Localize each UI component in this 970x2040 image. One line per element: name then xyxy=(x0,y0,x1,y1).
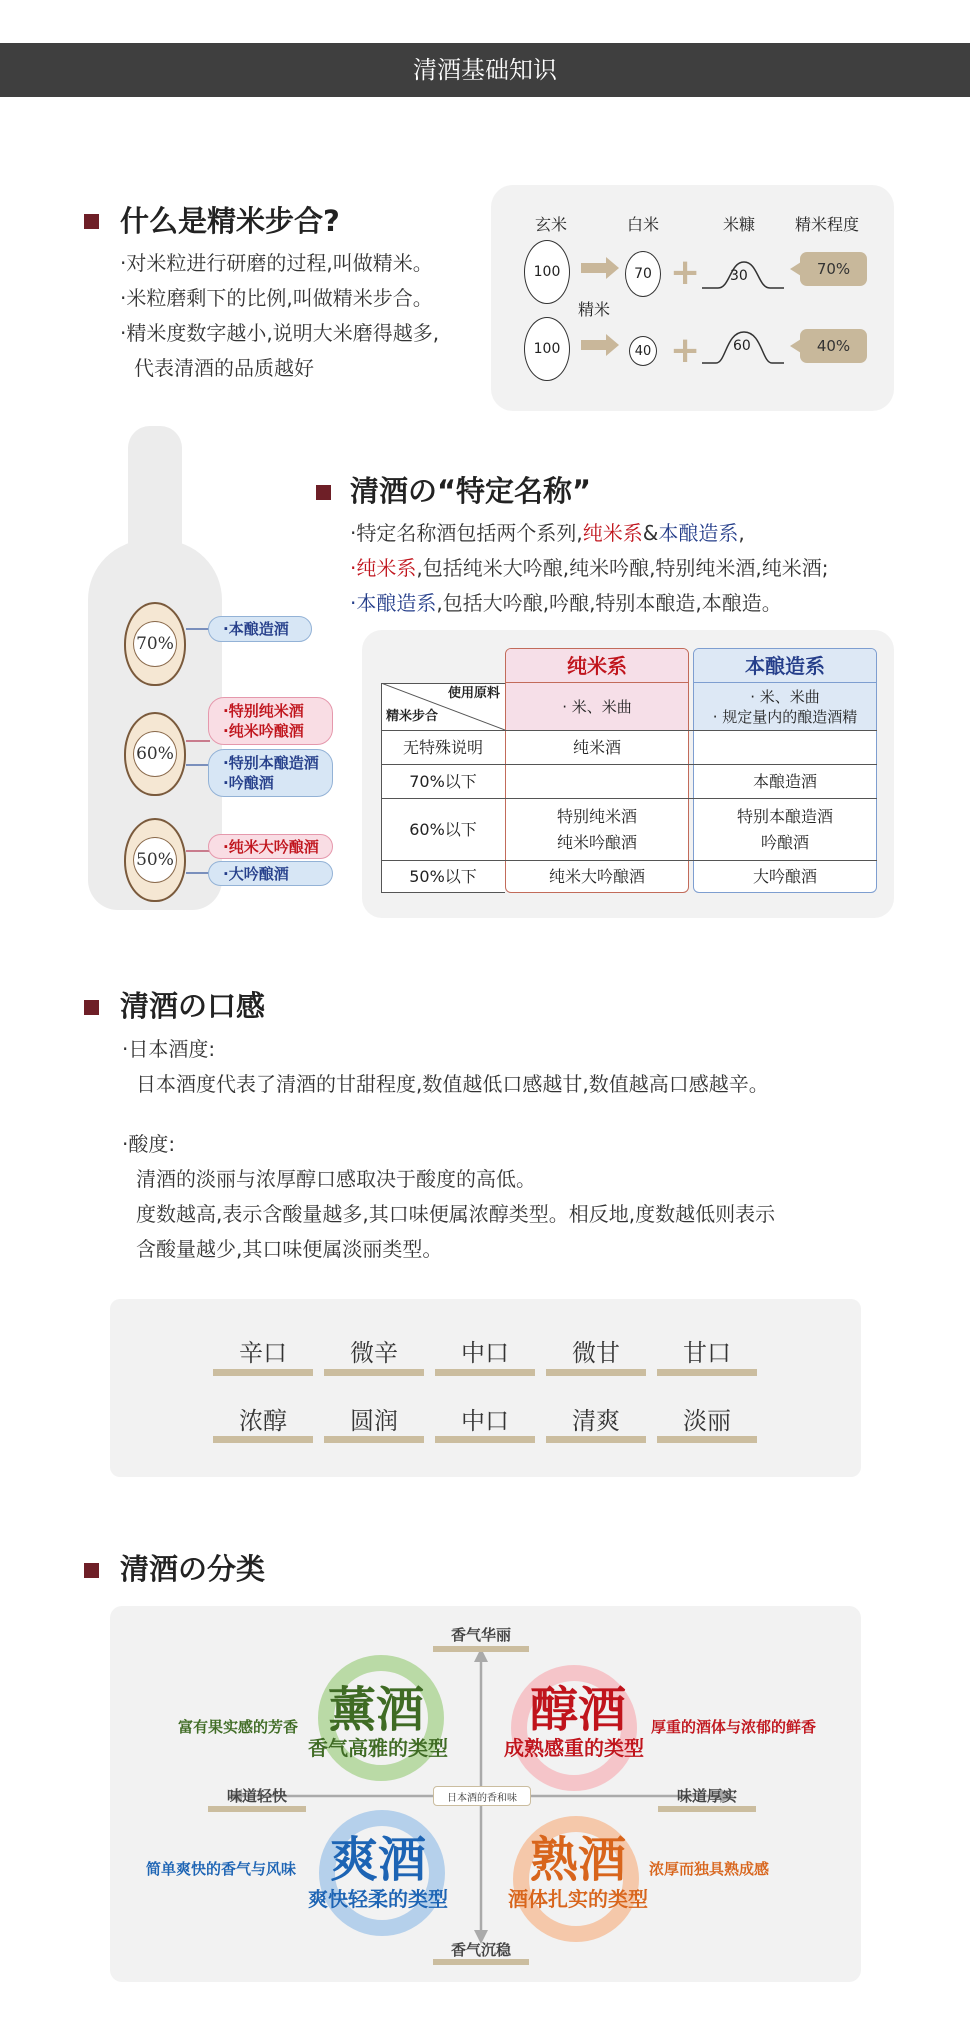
scale-sweet-item: 微辛 xyxy=(350,1339,398,1367)
axis-label-left: 味道轻快 xyxy=(226,1787,287,1805)
axis-bar xyxy=(433,1646,529,1652)
scale-body-item: 淡丽 xyxy=(683,1407,731,1435)
scale-sweet-item: 中口 xyxy=(461,1339,509,1367)
acidity-heading: ·酸度: xyxy=(122,1132,176,1156)
designation-line-3: ·本酿造系,包括大吟酿,吟酿,特别本酿造,本酿造。 xyxy=(350,591,782,615)
taste-scale-panel xyxy=(110,1299,861,1477)
scale-sweet-item: 甘口 xyxy=(683,1339,731,1367)
acidity-line: 度数越高,表示含酸量越多,其口味便属浓醇类型。相反地,度数越低则表示 xyxy=(136,1202,776,1226)
desc-jukushu: 浓厚而独具熟成感 xyxy=(649,1860,770,1878)
tag-junmai-50: ·纯米大吟酿酒 xyxy=(208,834,333,859)
connector xyxy=(186,740,210,742)
acidity-line: 清酒的淡丽与浓厚醇口感取决于酸度的高低。 xyxy=(136,1167,536,1191)
rice-grain-50: 50% xyxy=(124,818,186,902)
bran-value: 30 xyxy=(730,268,748,284)
tag-honjozo-60: ·特别本酿造酒 ·吟酿酒 xyxy=(208,749,333,797)
desc-kunshu: 富有果实感的芳香 xyxy=(178,1718,299,1736)
section-title-classification: 清酒の分类 xyxy=(120,1552,266,1586)
name-jukushu: 熟酒 xyxy=(530,1832,627,1888)
arrow-icon xyxy=(581,340,607,350)
table-cell: 特别本酿造酒 吟酿酒 xyxy=(736,806,833,852)
designation-line-2: ·纯米系,包括纯米大吟酿,纯米吟酿,特别纯米酒,纯米酒; xyxy=(350,556,829,580)
axis-bar xyxy=(658,1806,756,1812)
table-cell: 纯米大吟酿酒 xyxy=(548,867,645,886)
name-kunshu: 薰酒 xyxy=(328,1682,425,1738)
scale-bar xyxy=(324,1369,424,1376)
desc-junshu: 厚重的酒体与浓郁的鲜香 xyxy=(651,1718,817,1736)
scale-body-item: 中口 xyxy=(461,1407,509,1435)
plus-icon: + xyxy=(670,330,701,371)
corner-bottom-label: 精米步合 xyxy=(386,709,439,724)
degree-tag: 70% xyxy=(800,252,867,286)
section-bullet xyxy=(84,214,99,229)
acidity-line: 含酸量越少,其口味便属淡丽类型。 xyxy=(136,1237,443,1261)
material-honjozo: · 米、米曲 · 规定量内的酿造酒精 xyxy=(712,688,858,726)
arrow-icon xyxy=(581,263,607,273)
scale-bar xyxy=(435,1369,535,1376)
scale-bar xyxy=(213,1436,313,1443)
tag-honjozo: ·本酿造酒 xyxy=(208,616,312,642)
scale-sweet-item: 微甘 xyxy=(572,1339,620,1367)
connector xyxy=(186,872,210,874)
white-rice-grain: 70 xyxy=(625,251,661,297)
connector xyxy=(186,850,210,852)
scale-sweet-item: 辛口 xyxy=(239,1339,287,1367)
section-title-taste: 清酒の口感 xyxy=(120,989,266,1023)
bran-value: 60 xyxy=(733,338,751,354)
label-bran: 米糠 xyxy=(723,215,756,234)
section-title-designation: 清酒の“特定名称” xyxy=(350,474,592,508)
table-cell: 大吟酿酒 xyxy=(752,867,817,886)
designation-line-1: ·特定名称酒包括两个系列,纯米系&本酿造系, xyxy=(350,521,745,545)
brown-rice-grain: 100 xyxy=(524,317,570,381)
scale-bar xyxy=(657,1369,757,1376)
section-bullet xyxy=(84,1000,99,1015)
plus-icon: + xyxy=(670,252,701,293)
desc-soshu: 简单爽快的香气与风味 xyxy=(146,1860,297,1878)
type-jukushu: 酒体扎实的类型 xyxy=(508,1887,648,1911)
type-junshu: 成熟感重的类型 xyxy=(504,1736,644,1760)
row-label: 60%以下 xyxy=(409,819,477,839)
polishing-line: ·精米度数字越小,说明大米磨得越多, xyxy=(120,321,440,345)
nihonshudo-text: 日本酒度代表了清酒的甘甜程度,数值越低口感越甘,数值越高口感越辛。 xyxy=(136,1072,769,1096)
label-brown-rice: 玄米 xyxy=(535,215,568,234)
scale-body-item: 圆润 xyxy=(350,1407,398,1435)
table-cell: 特别纯米酒 纯米吟酿酒 xyxy=(556,806,637,852)
axis-label-top: 香气华丽 xyxy=(450,1626,511,1644)
axis-bar xyxy=(433,1959,529,1965)
rice-grain-60: 60% xyxy=(124,712,186,796)
section-bullet xyxy=(84,1563,99,1578)
axis-label-right: 味道厚实 xyxy=(676,1787,737,1805)
material-junmai: · 米、米曲 xyxy=(562,698,632,716)
page-header xyxy=(0,43,970,97)
type-soshu: 爽快轻柔的类型 xyxy=(308,1887,448,1911)
brown-rice-grain: 100 xyxy=(524,240,570,304)
polishing-line: ·米粒磨剩下的比例,叫做精米步合。 xyxy=(120,286,433,310)
center-label: 日本酒的香和味 xyxy=(433,1786,531,1806)
page-title: 清酒基础知识 xyxy=(413,56,557,84)
white-rice-grain: 40 xyxy=(629,336,657,366)
polishing-line: ·对米粒进行研磨的过程,叫做精米。 xyxy=(120,251,433,275)
table-cell: 本酿造酒 xyxy=(752,771,817,791)
table-cell: 纯米酒 xyxy=(572,737,621,757)
name-soshu: 爽酒 xyxy=(330,1832,427,1888)
rice-grain-70: 70% xyxy=(124,602,186,686)
col-junmai-header: 纯米系 xyxy=(567,654,627,678)
scale-bar xyxy=(324,1436,424,1443)
tag-junmai-60: ·特别纯米酒 ·纯米吟酿酒 xyxy=(208,697,333,745)
corner-top-label: 使用原料 xyxy=(447,686,500,701)
scale-bar xyxy=(546,1369,646,1376)
section-title-polishing: 什么是精米步合? xyxy=(120,204,340,238)
row-label: 无特殊说明 xyxy=(402,737,483,757)
axis-label-bottom: 香气沉稳 xyxy=(450,1941,511,1959)
row-label: 50%以下 xyxy=(409,867,477,886)
name-junshu: 醇酒 xyxy=(530,1682,627,1738)
connector xyxy=(186,764,210,766)
label-degree: 精米程度 xyxy=(795,215,860,234)
row-label: 70%以下 xyxy=(409,771,477,791)
scale-body-item: 浓醇 xyxy=(239,1407,287,1435)
type-kunshu: 香气高雅的类型 xyxy=(308,1736,448,1760)
label-polish: 精米 xyxy=(578,300,611,319)
connector xyxy=(186,628,210,630)
scale-bar xyxy=(546,1436,646,1443)
polishing-line: 代表清酒的品质越好 xyxy=(134,356,314,380)
col-honjozo-header: 本酿造系 xyxy=(745,654,825,678)
scale-bar xyxy=(657,1436,757,1443)
axis-bar xyxy=(208,1806,306,1812)
tag-honjozo-50: ·大吟酿酒 xyxy=(208,861,333,886)
scale-bar xyxy=(435,1436,535,1443)
nihonshudo-heading: ·日本酒度: xyxy=(122,1037,216,1061)
section-bullet xyxy=(316,485,331,500)
label-white-rice: 白米 xyxy=(627,215,660,234)
scale-body-item: 清爽 xyxy=(572,1407,620,1435)
scale-bar xyxy=(213,1369,313,1376)
degree-tag: 40% xyxy=(800,329,867,363)
